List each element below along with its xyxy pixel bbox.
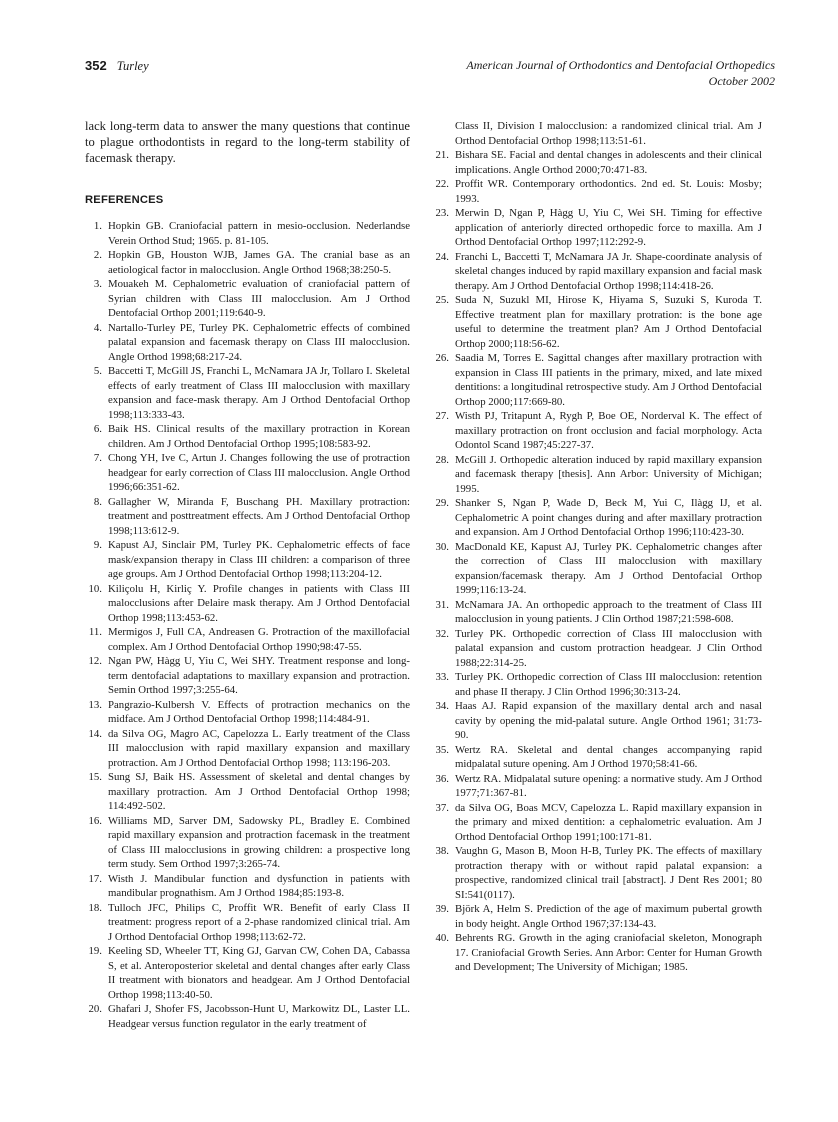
reference-item xyxy=(85,698,410,727)
reference-item xyxy=(432,250,762,294)
reference-text: da Silva OG, Magro AC, Capelozza L. Early treatment of the Class III malocclusion with rapid maxillary expansion and maxillary protraction. Am J Orthod Dentofacial Orthop 1998; 113:196-203. xyxy=(108,727,410,769)
reference-text: Bishara SE. Facial and dental changes in adolescents and their clinical implications. Angle Orthod 2000;70:471-83. xyxy=(455,149,762,176)
reference-text: Björk A, Helm S. Prediction of the age of maximum pubertal growth in body height. Angle Orthod 1967;37:134-43. xyxy=(455,903,762,930)
reference-item xyxy=(85,625,410,654)
references-heading: REFERENCES xyxy=(85,194,164,207)
intro-paragraph: lack long-term data to answer the many questions that continue to plague orthodontists in regard to the long-term stability of facemask therapy. xyxy=(85,119,410,165)
reference-item xyxy=(85,727,410,771)
reference-item xyxy=(432,409,762,453)
reference-number: 29. xyxy=(435,497,449,509)
reference-item xyxy=(432,351,762,409)
reference-text: Franchi L, Baccetti T, McNamara JA Jr. Shape-coordinate analysis of skeletal changes induced by rapid maxillary expansion and facial mask therapy. Am J Orthod Dentofacial Orthop 1998;114:418-26. xyxy=(455,250,762,292)
reference-text: Nartallo-Turley PE, Turley PK. Cephalometric effects of combined palatal expansion and facemask therapy on Class III malocclusion. Angle Orthod 1998;68:217-24. xyxy=(108,321,410,363)
references-list-right xyxy=(432,148,762,975)
reference-text: Merwin D, Ngan P, Hàgg U, Yiu C, Wei SH. Timing for effective application of anteriorly directed orthopedic force to maxilla. Am J Orthod Dentofacial Orthop 1997;112:292-9. xyxy=(455,207,762,248)
reference-number: 37. xyxy=(435,801,449,814)
reference-text: Wisth PJ, Tritapunt A, Rygh P, Boe OE, Norderval K. The effect of maxillary protraction on front occlusion and facial morphology. Acta Odontol Scand 1987;45:227-37. xyxy=(455,410,762,451)
reference-number: 22. xyxy=(435,178,449,190)
reference-text: Haas AJ. Rapid expansion of the maxillary dental arch and nasal cavity by opening the mid-palatal suture. Angle Orthod 1961; 31:73-90. xyxy=(455,700,762,741)
reference-number: 11. xyxy=(88,626,102,639)
reference-number: 31. xyxy=(435,598,449,611)
reference-number: 14. xyxy=(88,727,102,740)
reference-number: 33. xyxy=(435,671,449,683)
reference-number: 24. xyxy=(435,250,449,263)
reference-item xyxy=(432,844,762,902)
reference-number: 38. xyxy=(435,845,449,857)
reference-number: 8. xyxy=(93,495,102,508)
reference-item xyxy=(432,627,762,671)
reference-text: Suda N, Suzukl MI, Hirose K, Hiyama S, Suzuki S, Kuroda T. Effective treatment plan for maxillary protration: is the bone age useful to determine the treatment plan? Am J Orthod Dentofacial Orthop 2000;118:56-62. xyxy=(455,294,762,350)
reference-number: 32. xyxy=(435,627,449,640)
reference-item xyxy=(85,277,410,321)
reference-number: 35. xyxy=(435,743,449,756)
reference-item xyxy=(432,772,762,801)
reference-item xyxy=(432,801,762,845)
reference-number: 18. xyxy=(88,901,102,914)
reference-text: Kapust AJ, Sinclair PM, Turley PK. Cephalometric effects of face mask/expansion therapy in Class III children: a comparison of three age groups. Am J Orthod Dentofacial Orthop 1998;113:204-12. xyxy=(108,539,410,581)
reference-item xyxy=(432,670,762,699)
reference-text: MacDonald KE, Kapust AJ, Turley PK. Cephalometric changes after the correction of Class III malocclusion with maxillary expansion/facemask therapy. Am J Orthod Dentofacial Orthop 1999;116:13-24. xyxy=(455,540,762,596)
reference-item xyxy=(85,538,410,582)
reference-number: 16. xyxy=(88,814,102,827)
reference-text: Wisth J. Mandibular function and dysfunction in patients with mandibular prognathism. Am J Orthod 1984;85:193-8. xyxy=(108,872,410,900)
reference-item xyxy=(432,177,762,206)
reference-item xyxy=(85,321,410,365)
reference-number: 27. xyxy=(435,410,449,422)
reference-number: 28. xyxy=(435,453,449,466)
reference-item xyxy=(85,364,410,422)
reference-text: Baccetti T, McGill JS, Franchi L, McNamara JA Jr, Tollaro I. Skeletal effects of early treatment of Class III malocclusion with maxillary expansion and face-mask therapy. Am J Orthod Dentofacial Orthop 1998;113:333-43. xyxy=(108,365,410,421)
reference-number: 15. xyxy=(88,771,102,784)
reference-number: 25. xyxy=(435,294,449,306)
reference-text: Kiliçolu H, Kirliç Y. Profile changes in patients with Class III malocclusions after Delaire mask therapy. Am J Orthod Dentofacial Orthop 1998;113:453-62. xyxy=(108,582,410,624)
reference-number: 19. xyxy=(88,945,102,958)
reference-number: 26. xyxy=(435,352,449,364)
reference-item xyxy=(432,148,762,177)
reference-text: Turley PK. Orthopedic correction of Class III malocclusion with palatal expansion and custom protraction headgear. J Clin Orthod 1988;22:314-25. xyxy=(455,627,762,669)
reference-item xyxy=(85,451,410,495)
running-header-right xyxy=(466,58,775,89)
left-column xyxy=(85,119,410,1031)
reference-number: 4. xyxy=(93,321,102,334)
reference-item xyxy=(432,540,762,598)
reference-item xyxy=(85,1002,410,1031)
reference-text: Sung SJ, Baik HS. Assessment of skeletal and dental changes by maxillary protraction. Am J Orthod Dentofacial Orthop 1998; 114:492-502. xyxy=(108,771,410,813)
journal-issue-date: October 2002 xyxy=(708,73,775,88)
reference-item xyxy=(85,422,410,451)
reference-text: Turley PK. Orthopedic correction of Class III malocclusion: retention and phase II therapy. J Clin Orthod 1996;30:313-24. xyxy=(455,671,762,698)
reference-number: 20. xyxy=(88,1003,102,1016)
reference-item xyxy=(85,582,410,626)
author-name: Turley xyxy=(116,59,149,73)
reference-item xyxy=(85,495,410,539)
reference-text: da Silva OG, Boas MCV, Capelozza L. Rapid maxillary expansion in the primary and mixed dentition: a cephalometric evaluation. Am J Orthod Dentofacial Orthop 1991;100:171-81. xyxy=(455,801,762,843)
reference-text: Ngan PW, Hàgg U, Yiu C, Wei SHY. Treatment response and long-term dentofacial adaptations to maxillary expansion and protraction. Semin Orthod 1997;3:255-64. xyxy=(108,655,410,697)
reference-text: Mermigos J, Full CA, Andreasen G. Protraction of the maxillofacial complex. Am J Orthod Dentofacial Orthop 1990;98:47-55. xyxy=(108,626,410,653)
reference-text: Behrents RG. Growth in the aging craniofacial skeleton, Monograph 17. Craniofacial Growth Series. Ann Arbor: Center for Human Growth and Development; The University of Michigan; 1985. xyxy=(455,932,762,973)
reference-item xyxy=(85,814,410,872)
reference-item xyxy=(85,219,410,248)
reference-number: 3. xyxy=(93,278,102,291)
reference-item xyxy=(432,206,762,250)
reference-number: 5. xyxy=(93,365,102,378)
reference-text: Vaughn G, Mason B, Moon H-B, Turley PK. The effects of maxillary protraction therapy with or without rapid palatal expansion: a prospective, randomized clinical trail [abstract]. J Dent Res 2001; 80 SI:541(0117). xyxy=(455,845,762,901)
two-column-body xyxy=(85,119,762,1031)
reference-number: 17. xyxy=(88,872,102,885)
reference-number: 6. xyxy=(93,423,102,436)
reference-item xyxy=(85,901,410,945)
reference-text: Williams MD, Sarver DM, Sadowsky PL, Bradley E. Combined rapid maxillary expansion and protraction facemask in the treatment of Class III malocclusions in growing children: a prospective long term study. Sem Orthod 1997;3:265-74. xyxy=(108,814,410,871)
reference-text: McGill J. Orthopedic alteration induced by rapid maxillary expansion and facemask therapy [thesis]. Ann Arbor: University of Michigan; 1995. xyxy=(455,453,762,495)
reference-item xyxy=(432,699,762,743)
running-header xyxy=(85,58,775,89)
reference-number: 13. xyxy=(88,698,102,711)
reference-text: Tulloch JFC, Philips C, Proffit WR. Benefit of early Class II treatment: progress report of a 2-phase randomized clinical trial. Am J Orthod Dentofacial Orthop 1998;113:62-72. xyxy=(108,901,410,943)
reference-item xyxy=(85,654,410,698)
reference-number: 34. xyxy=(435,700,449,712)
reference-item xyxy=(85,770,410,814)
reference-item xyxy=(85,248,410,277)
reference-text: Mouakeh M. Cephalometric evaluation of craniofacial pattern of Syrian children with Class III malocclusion. Am J Orthod Dentofacial Orthop 2001;119:640-9. xyxy=(108,278,410,320)
reference-number: 1. xyxy=(93,220,102,233)
reference-item xyxy=(432,931,762,975)
reference-text: Saadia M, Torres E. Sagittal changes after maxillary protraction with expansion in Class III patients in the primary, mixed, and late mixed dentitions: a longitudinal retrospective study. Am J Orthod Dentofacial Orthop 2000;117:669-80. xyxy=(455,352,762,408)
reference-text: Shanker S, Ngan P, Wade D, Beck M, Yui C, Ilàgg IJ, et al. Cephalometric A point changes during and after maxillary protraction and expansion. Am J Orthod Dentofacial Orthop 1996;110:423-30. xyxy=(455,497,762,538)
reference-number: 12. xyxy=(88,655,102,668)
reference-number: 7. xyxy=(93,452,102,465)
reference-item xyxy=(432,902,762,931)
page-number: 352 xyxy=(85,58,107,73)
reference-number: 2. xyxy=(93,249,102,262)
running-header-left xyxy=(85,58,149,74)
reference-text: Gallagher W, Miranda F, Buschang PH. Maxillary protraction: treatment and posttreatment effects. Am J Orthod Dentofacial Orthop 1998;113:612-9. xyxy=(108,495,410,537)
reference-number: 9. xyxy=(93,539,102,552)
reference-number: 36. xyxy=(435,772,449,785)
reference-number: 23. xyxy=(435,207,449,219)
reference-text: Ghafari J, Shofer FS, Jacobsson-Hunt U, Markowitz DL, Laster LL. Headgear versus function regulator in the early treatment of xyxy=(108,1003,410,1030)
right-column xyxy=(432,119,762,1031)
reference-text: Chong YH, Ive C, Artun J. Changes following the use of protraction headgear for early correction of Class III malocclusion. Angle Orthod 1996;66:351-62. xyxy=(108,452,410,494)
reference-item xyxy=(432,496,762,540)
journal-title: American Journal of Orthodontics and Dentofacial Orthopedics xyxy=(466,58,775,72)
reference-text: Wertz RA. Midpalatal suture opening: a normative study. Am J Orthod 1977;71:367-81. xyxy=(455,772,762,799)
reference-item xyxy=(432,453,762,497)
reference-text: Baik HS. Clinical results of the maxillary protraction in Korean children. Am J Orthod Dentofacial Orthop 1995;108:583-92. xyxy=(108,423,410,450)
references-list-left xyxy=(85,219,410,1031)
reference-text: Keeling SD, Wheeler TT, King GJ, Garvan CW, Cohen DA, Cabassa S, et al. Anteroposterior skeletal and dental changes after early Class II treatment with bionators and headgear. Am J Orthod Dentofacial Orthop 1998;113:40-50. xyxy=(108,945,410,1001)
reference-item xyxy=(85,944,410,1002)
reference-item xyxy=(85,872,410,901)
reference-item xyxy=(432,598,762,627)
reference-number: 21. xyxy=(435,149,449,161)
reference-number: 40. xyxy=(435,932,449,944)
reference-text: Hopkin GB, Houston WJB, James GA. The cranial base as an aetiological factor in malocclusion. Angle Orthod 1968;38:250-5. xyxy=(108,249,410,276)
reference-text: Hopkin GB. Craniofacial pattern in mesio-occlusion. Nederlandse Verein Orthod Stud; 1965. p. 81-105. xyxy=(108,220,410,247)
reference-continuation-text: Class II, Division I malocclusion: a randomized clinical trial. Am J Orthod Dentofacial Orthop 1998;113:51-61. xyxy=(455,120,762,147)
reference-number: 30. xyxy=(435,540,449,553)
reference-item xyxy=(432,293,762,351)
reference-item xyxy=(432,743,762,772)
reference-text: Proffit WR. Contemporary orthodontics. 2nd ed. St. Louis: Mosby; 1993. xyxy=(455,178,762,205)
reference-number: 39. xyxy=(435,903,449,915)
reference-text: Wertz RA. Skeletal and dental changes accompanying rapid midpalatal suture opening. Am J Orthod 1970;58:41-66. xyxy=(455,743,762,770)
reference-text: Pangrazio-Kulbersh V. Effects of protraction mechanics on the midface. Am J Orthod Dentofacial Orthop 1998;114:484-91. xyxy=(108,698,410,726)
reference-text: McNamara JA. An orthopedic approach to the treatment of Class III malocclusion in young patients. J Clin Orthod 1987;21:598-608. xyxy=(455,598,762,625)
reference-number: 10. xyxy=(88,582,102,595)
